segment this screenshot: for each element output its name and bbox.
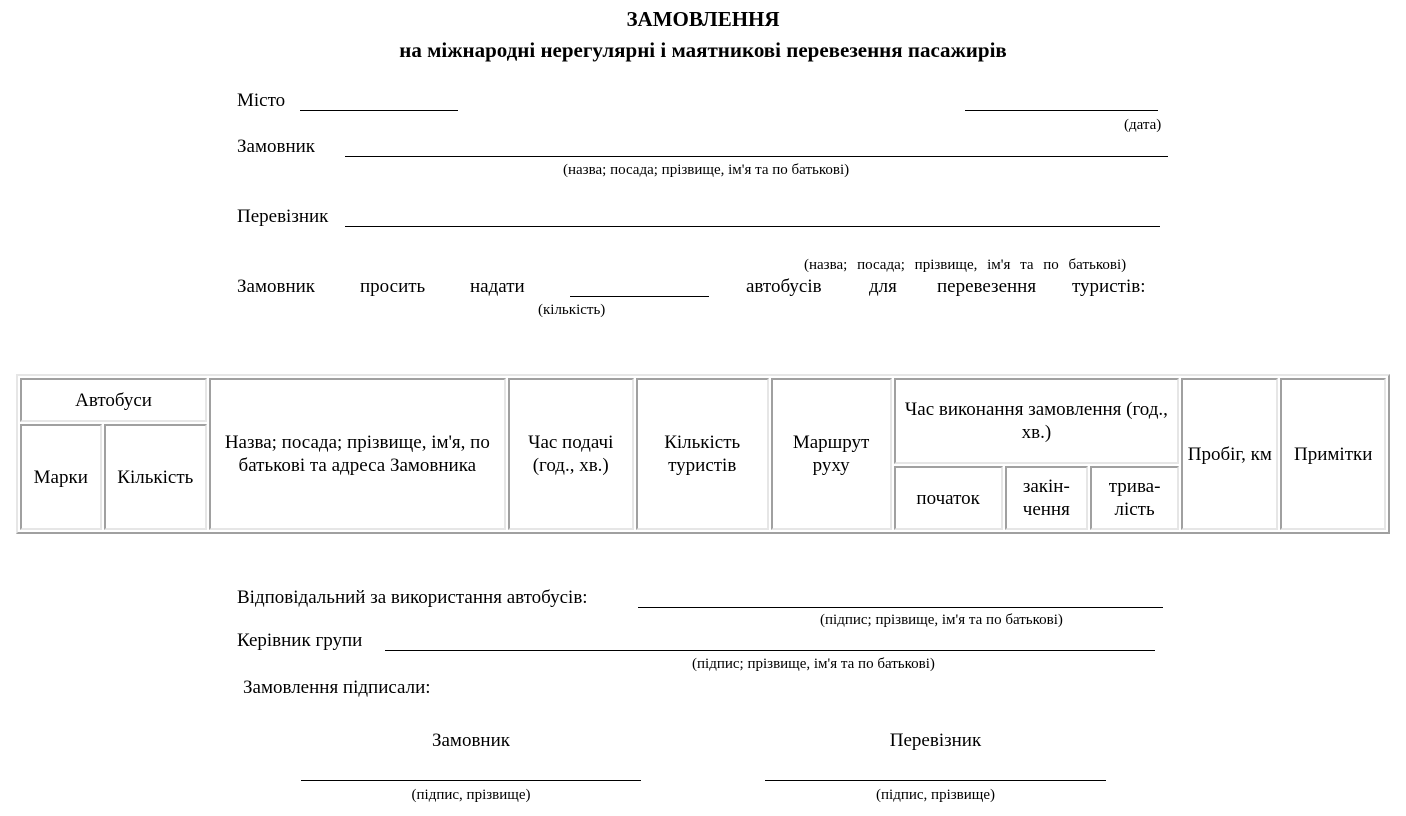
request-word: надати bbox=[470, 276, 525, 297]
col-exec-time: Час виконання замовлення (год., хв.) bbox=[894, 378, 1180, 464]
carrier-signature-field[interactable] bbox=[765, 780, 1106, 781]
col-mileage: Пробіг, км bbox=[1181, 378, 1278, 530]
city-field[interactable] bbox=[300, 110, 458, 111]
quantity-caption: (кількість) bbox=[538, 302, 606, 318]
leader-field[interactable] bbox=[385, 650, 1155, 651]
carrier-signature-caption: (підпис, прізвище) bbox=[876, 787, 995, 803]
carrier-field[interactable] bbox=[345, 226, 1160, 227]
city-label: Місто bbox=[237, 90, 286, 111]
col-start: початок bbox=[894, 466, 1003, 530]
col-duration: трива-лість bbox=[1090, 466, 1179, 530]
doc-subtitle: на міжнародні нерегулярні і маятникові перевезення пасажирів bbox=[399, 38, 1007, 62]
bus-quantity-field[interactable] bbox=[570, 296, 709, 297]
sign-carrier-label: Перевізник bbox=[889, 730, 982, 751]
col-route: Маршрут руху bbox=[771, 378, 892, 530]
request-word: просить bbox=[360, 276, 426, 297]
leader-caption: (підпис; прізвище, ім'я та по батькові) bbox=[692, 656, 935, 672]
signed-label: Замовлення підписали: bbox=[243, 677, 431, 698]
carrier-label: Перевізник bbox=[237, 206, 329, 227]
responsible-label: Відповідальний за використання автобусів: bbox=[237, 587, 588, 608]
request-word: автобусів bbox=[746, 276, 822, 297]
customer-label: Замовник bbox=[237, 136, 316, 157]
date-field[interactable] bbox=[965, 110, 1158, 111]
col-buses: Автобуси bbox=[20, 378, 207, 422]
leader-label: Керівник групи bbox=[237, 630, 363, 651]
request-word: Замовник bbox=[237, 276, 316, 297]
col-customer: Назва; посада; прізвище, ім'я, по батькові та адреса Замовника bbox=[209, 378, 506, 530]
doc-title: ЗАМОВЛЕННЯ bbox=[626, 7, 780, 31]
responsible-caption: (підпис; прізвище, ім'я та по батькові) bbox=[820, 612, 1063, 628]
col-notes: Примітки bbox=[1280, 378, 1386, 530]
customer-field[interactable] bbox=[345, 156, 1168, 157]
order-table bbox=[16, 374, 1390, 534]
col-end: закін-чення bbox=[1005, 466, 1088, 530]
customer-caption: (назва; посада; прізвище, ім'я та по батькові) bbox=[563, 162, 850, 178]
date-caption: (дата) bbox=[1124, 117, 1162, 133]
col-tourists: Кількість туристів bbox=[636, 378, 769, 530]
col-count: Кількість bbox=[104, 424, 208, 530]
request-word: перевезення bbox=[937, 276, 1037, 297]
col-brands: Марки bbox=[20, 424, 102, 530]
col-pickup-time: Час подачі (год., хв.) bbox=[508, 378, 634, 530]
request-word: для bbox=[869, 276, 897, 297]
request-word: туристів: bbox=[1072, 276, 1146, 297]
responsible-field[interactable] bbox=[638, 607, 1163, 608]
customer-signature-caption: (підпис, прізвище) bbox=[411, 787, 531, 803]
customer-signature-field[interactable] bbox=[301, 780, 641, 781]
sign-customer-label: Замовник bbox=[431, 730, 510, 751]
carrier-caption: (назва; посада; прізвище, ім'я та по батькові) bbox=[804, 257, 1127, 273]
